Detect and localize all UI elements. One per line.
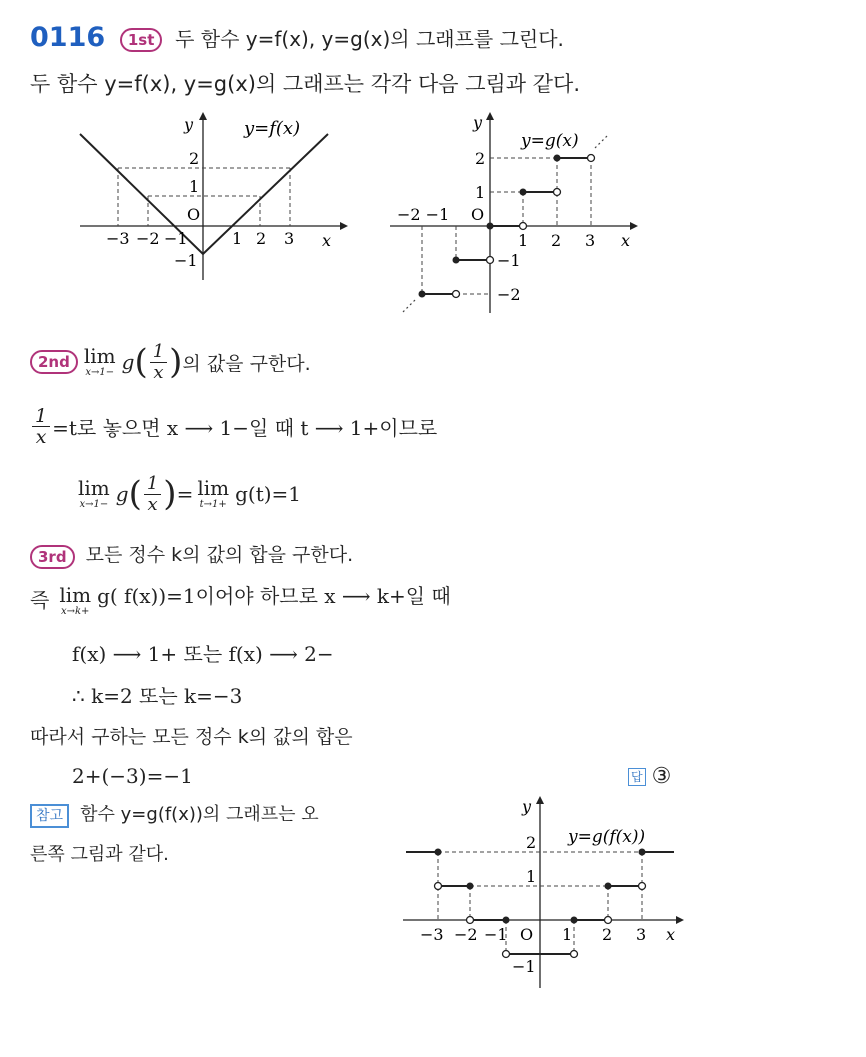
graph-g	[385, 108, 645, 318]
step3-text: 모든 정수 k의 값의 합을 구한다.	[85, 544, 354, 566]
lim-word: lim	[83, 344, 116, 368]
fraction	[32, 406, 50, 447]
graph-f-ytick: −1	[174, 251, 198, 270]
graph-gf-xtick: −3	[420, 925, 444, 944]
graph-gf-y-axis: y	[522, 797, 532, 816]
graph-gf-ytick: 1	[526, 867, 537, 886]
graph-f-ytick: 1	[189, 177, 200, 196]
graph-g-y-axis: y	[473, 113, 483, 132]
g-symbol: g	[121, 350, 135, 374]
note-badge: 참고	[30, 804, 69, 828]
lim-subscript: x→1−	[79, 499, 109, 510]
graph-g-xtick: 1	[518, 231, 529, 250]
graph-f-xtick: 2	[256, 229, 267, 248]
graph-gf-xtick: 2	[602, 925, 613, 944]
answer	[628, 764, 671, 789]
graph-f-origin: O	[187, 205, 201, 224]
answer-value: ③	[651, 764, 672, 789]
graph-g-x-axis: x	[621, 231, 631, 250]
equals: =	[176, 482, 194, 506]
frac-num: 1	[150, 342, 167, 363]
fraction	[144, 474, 161, 515]
frac-num: 1	[144, 474, 161, 495]
graph-gf-xtick: −2	[454, 925, 478, 944]
limit-expression	[59, 584, 91, 618]
graph-g-xticks-neg: −2 −1	[397, 205, 450, 224]
graph-g-origin: O	[471, 205, 485, 224]
answer-label: 답	[628, 768, 646, 786]
frac-den: x	[153, 361, 164, 383]
limit-line: lim x→1− g ( $\frac{1}{x}$ ) = lim t→1+ g(t)=1	[78, 472, 302, 515]
problem-header	[30, 22, 564, 53]
frac-num: 1	[32, 406, 50, 427]
intro-text: 두 함수 y=f(x), y=g(x)의 그래프는 각각 다음 그림과 같다.	[30, 72, 581, 96]
prefix: 즉	[30, 588, 50, 612]
frac-den: x	[147, 493, 158, 515]
graph-gf-xtick: 3	[636, 925, 647, 944]
lim-word: lim	[197, 476, 230, 500]
graph-f-xtick: −2	[136, 229, 160, 248]
graph-f-xtick: 3	[284, 229, 295, 248]
step2-line: 2nd lim x→1− g ( $\frac{1}{x}$ ) 의 값을 구한다.	[30, 338, 311, 386]
graph-f	[70, 108, 350, 290]
g-symbol: g	[115, 482, 129, 506]
graph-gf-xtick: −1	[484, 925, 508, 944]
frac-den: x	[35, 425, 47, 448]
limit-expression	[197, 477, 229, 511]
graph-f-xtick: 1	[232, 229, 243, 248]
lim-subscript: t→1+	[199, 499, 227, 510]
problem-number: 0116	[30, 22, 106, 53]
limit-expression	[84, 345, 116, 379]
graph-g-ytick: 1	[475, 183, 486, 202]
graph-g-xtick: 2	[551, 231, 562, 250]
lim-subscript: x→1−	[85, 367, 115, 378]
note-text-2: 른쪽 그림과 같다.	[30, 844, 169, 865]
step1-badge: 1st	[120, 28, 163, 52]
limit-rhs: g(t)=1	[235, 482, 302, 506]
step3-badge: 3rd	[30, 545, 75, 569]
step2-badge: 2nd	[30, 350, 78, 374]
sum-intro-line: 따라서 구하는 모든 정수 k의 값의 합은	[30, 726, 353, 748]
f-approach-line: f(x) ⟶ 1+ 또는 f(x) ⟶ 2−	[72, 642, 334, 666]
graph-f-xtick: −1	[164, 229, 188, 248]
substitution-text: =t로 놓으면 x ⟶ 1−일 때 t ⟶ 1+이므로	[52, 415, 438, 440]
result-line: 2+(−3)=−1	[72, 764, 193, 788]
graph-g-xtick: 3	[585, 231, 596, 250]
step3-line	[30, 540, 353, 569]
fraction	[150, 342, 167, 383]
step1-text: 두 함수 y=f(x), y=g(x)의 그래프를 그린다.	[175, 27, 564, 51]
condition-line	[30, 584, 451, 618]
graph-f-label: y=f(x)	[244, 118, 301, 139]
step2-tail: 의 값을 구한다.	[182, 352, 311, 375]
graph-g-ytick: −1	[497, 251, 521, 270]
lim-word: lim	[78, 476, 110, 500]
substitution-line	[30, 402, 437, 450]
graph-f-x-axis: x	[322, 231, 332, 250]
graph-f-xtick: −3	[106, 229, 130, 248]
graph-gf-ytick: −1	[512, 957, 536, 976]
condition-text: g( f(x))=1이어야 하므로 x ⟶ k+일 때	[97, 584, 451, 608]
lim-word: lim	[59, 583, 92, 607]
graph-f-ytick: 2	[189, 149, 200, 168]
graph-gf	[398, 790, 688, 995]
graph-gf-ytick: 2	[526, 833, 537, 852]
graph-g-ytick: 2	[475, 149, 486, 168]
k-values-line: ∴ k=2 또는 k=−3	[72, 684, 243, 708]
graph-gf-origin: O	[520, 925, 534, 944]
graph-f-y-axis: y	[184, 115, 194, 134]
limit-expression	[78, 477, 110, 511]
lim-subscript: x→k+	[60, 606, 90, 617]
graph-gf-xtick: 1	[562, 925, 573, 944]
graph-g-label: y=g(x)	[521, 131, 579, 151]
graph-g-ytick: −2	[497, 285, 521, 304]
note-line-1	[30, 800, 319, 828]
note-text-1: 함수 y=g(f(x))의 그래프는 오	[80, 804, 319, 825]
graph-gf-x-axis: x	[666, 925, 676, 944]
graph-gf-label: y=g(f(x))	[568, 827, 646, 847]
